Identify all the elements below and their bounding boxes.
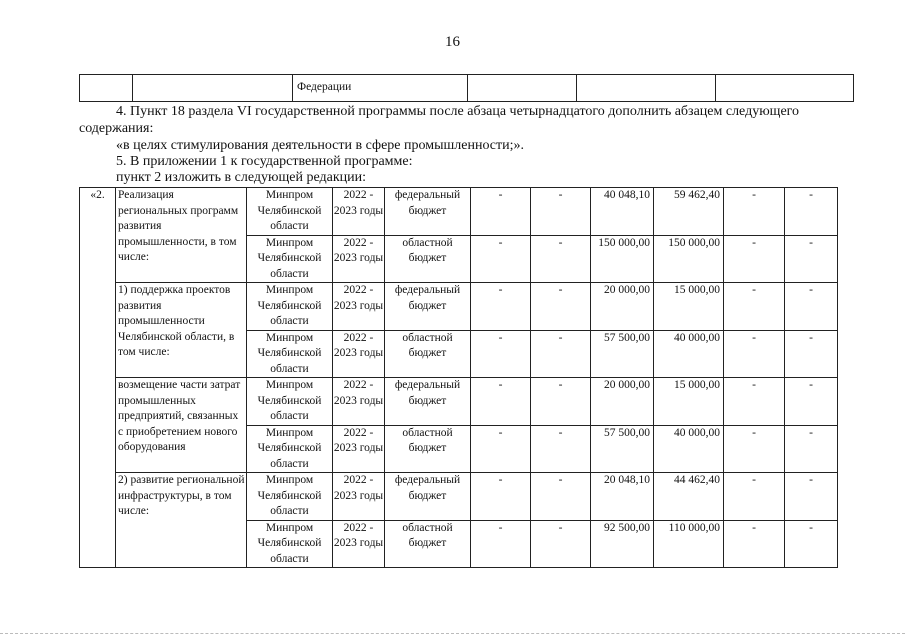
- dash-cell: -: [531, 378, 591, 426]
- amount-cell: 20 000,00: [591, 283, 654, 331]
- amount-cell: 15 000,00: [654, 378, 724, 426]
- dash-cell: -: [785, 378, 838, 426]
- table-row: [80, 283, 838, 331]
- paragraph-4-line-2: содержания:: [79, 121, 154, 136]
- executor-cell: Минпром Челябинской области: [247, 378, 333, 426]
- table-row: [80, 473, 838, 521]
- dash-cell: -: [471, 425, 531, 473]
- amount-cell: 92 500,00: [591, 520, 654, 568]
- dash-cell: -: [471, 330, 531, 378]
- program-table: [79, 187, 838, 568]
- table-row: [80, 378, 838, 426]
- years-cell: 2022 - 2023 годы: [333, 520, 385, 568]
- dash-cell: -: [471, 473, 531, 521]
- funding-source-cell: областной бюджет: [385, 235, 471, 283]
- dash-cell: -: [785, 330, 838, 378]
- table-cell: [577, 75, 716, 102]
- dash-cell: -: [724, 188, 785, 236]
- dash-cell: -: [471, 378, 531, 426]
- funding-source-cell: областной бюджет: [385, 520, 471, 568]
- activity-name-cell: 1) поддержка проектов развития промышленности Челябинской области, в том числе:: [116, 283, 247, 378]
- amount-cell: 40 000,00: [654, 425, 724, 473]
- amount-cell: 40 000,00: [654, 330, 724, 378]
- table-cell: [80, 75, 133, 102]
- amount-cell: 20 000,00: [591, 378, 654, 426]
- table-cell: [716, 75, 854, 102]
- dash-cell: -: [724, 330, 785, 378]
- dash-cell: -: [724, 283, 785, 331]
- executor-cell: Минпром Челябинской области: [247, 520, 333, 568]
- dash-cell: -: [531, 520, 591, 568]
- dash-cell: -: [531, 283, 591, 331]
- item-number-cell: «2.: [80, 188, 116, 568]
- activity-name-cell: возмещение части затрат промышленных предприятий, связанных с приобретением нового оборудования: [116, 378, 247, 473]
- paragraph-5: 5. В приложении 1 к государственной программе:: [116, 154, 413, 169]
- table-row: [80, 75, 854, 102]
- dash-cell: -: [785, 520, 838, 568]
- executor-cell: Минпром Челябинской области: [247, 473, 333, 521]
- amount-cell: 150 000,00: [654, 235, 724, 283]
- years-cell: 2022 - 2023 годы: [333, 473, 385, 521]
- scan-edge: [0, 633, 905, 634]
- table-cell-federation: Федерации: [293, 75, 468, 102]
- dash-cell: -: [471, 235, 531, 283]
- paragraph-5-sub: пункт 2 изложить в следующей редакции:: [116, 170, 366, 185]
- executor-cell: Минпром Челябинской области: [247, 283, 333, 331]
- paragraph-4-line-1: 4. Пункт 18 раздела VI государственной программы после абзаца четырнадцатого дополнить абзацем следующего: [116, 104, 800, 119]
- dash-cell: -: [471, 283, 531, 331]
- funding-source-cell: областной бюджет: [385, 425, 471, 473]
- dash-cell: -: [531, 235, 591, 283]
- dash-cell: -: [785, 283, 838, 331]
- amount-cell: 150 000,00: [591, 235, 654, 283]
- amount-cell: 40 048,10: [591, 188, 654, 236]
- years-cell: 2022 - 2023 годы: [333, 330, 385, 378]
- executor-cell: Минпром Челябинской области: [247, 188, 333, 236]
- activity-name-cell: 2) развитие региональной инфраструктуры, в том числе:: [116, 473, 247, 568]
- dash-cell: -: [724, 235, 785, 283]
- activity-name-cell: Реализация региональных программ развития промышленности, в том числе:: [116, 188, 247, 283]
- amount-cell: 110 000,00: [654, 520, 724, 568]
- amount-cell: 15 000,00: [654, 283, 724, 331]
- dash-cell: -: [531, 330, 591, 378]
- dash-cell: -: [785, 473, 838, 521]
- continued-table-row: [79, 74, 854, 102]
- funding-source-cell: федеральный бюджет: [385, 188, 471, 236]
- dash-cell: -: [724, 378, 785, 426]
- dash-cell: -: [531, 473, 591, 521]
- paragraph-4-quote: «в целях стимулирования деятельности в сфере промышленности;».: [116, 138, 525, 153]
- years-cell: 2022 - 2023 годы: [333, 283, 385, 331]
- dash-cell: -: [531, 188, 591, 236]
- funding-source-cell: федеральный бюджет: [385, 283, 471, 331]
- amount-cell: 20 048,10: [591, 473, 654, 521]
- amount-cell: 59 462,40: [654, 188, 724, 236]
- dash-cell: -: [785, 188, 838, 236]
- funding-source-cell: федеральный бюджет: [385, 378, 471, 426]
- amount-cell: 57 500,00: [591, 425, 654, 473]
- executor-cell: Минпром Челябинской области: [247, 235, 333, 283]
- table-row: [80, 188, 838, 236]
- page-number: 16: [445, 34, 460, 50]
- years-cell: 2022 - 2023 годы: [333, 425, 385, 473]
- funding-source-cell: федеральный бюджет: [385, 473, 471, 521]
- years-cell: 2022 - 2023 годы: [333, 188, 385, 236]
- dash-cell: -: [471, 520, 531, 568]
- dash-cell: -: [724, 473, 785, 521]
- table-cell: [468, 75, 577, 102]
- funding-source-cell: областной бюджет: [385, 330, 471, 378]
- dash-cell: -: [531, 425, 591, 473]
- dash-cell: -: [724, 520, 785, 568]
- executor-cell: Минпром Челябинской области: [247, 330, 333, 378]
- years-cell: 2022 - 2023 годы: [333, 378, 385, 426]
- dash-cell: -: [471, 188, 531, 236]
- executor-cell: Минпром Челябинской области: [247, 425, 333, 473]
- years-cell: 2022 - 2023 годы: [333, 235, 385, 283]
- dash-cell: -: [724, 425, 785, 473]
- amount-cell: 57 500,00: [591, 330, 654, 378]
- dash-cell: -: [785, 425, 838, 473]
- amount-cell: 44 462,40: [654, 473, 724, 521]
- table-cell: [133, 75, 293, 102]
- dash-cell: -: [785, 235, 838, 283]
